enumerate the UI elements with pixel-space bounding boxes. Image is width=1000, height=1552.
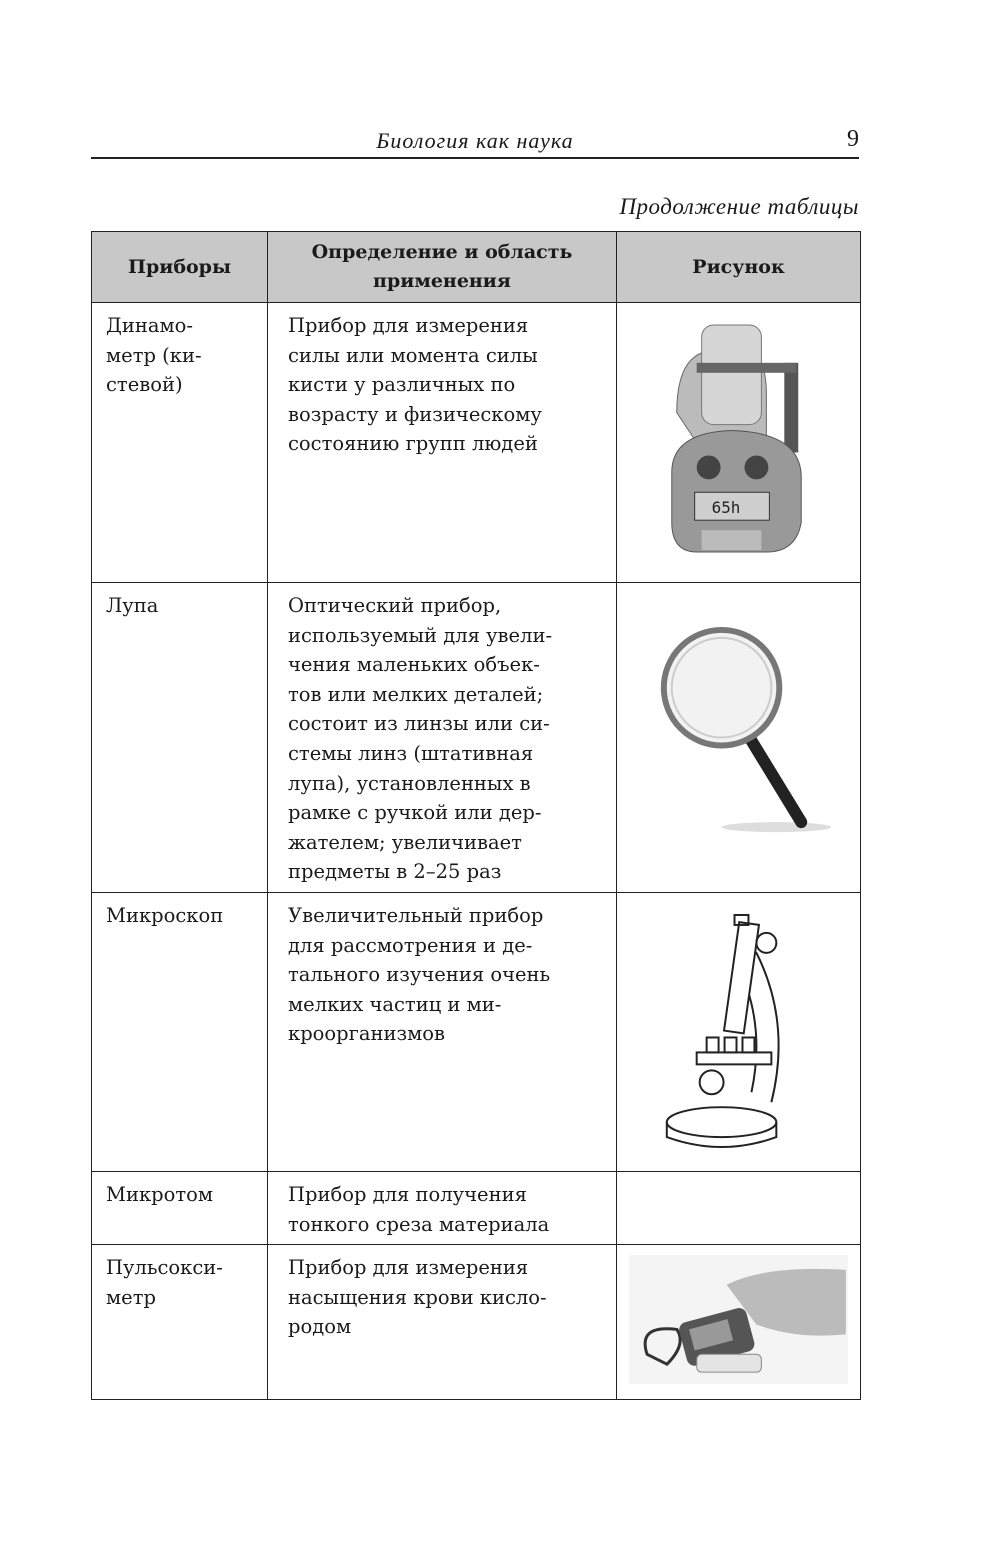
device-definition: Прибор для измерения силы или момента силы кисти у различных по возрасту и физическому состоянию групп людей bbox=[268, 303, 617, 583]
device-name: Микроскоп bbox=[92, 893, 268, 1172]
device-definition: Увеличительный прибор для рассмотрения и де- тального изучения очень мелких частиц и ми- кроорганизмов bbox=[268, 893, 617, 1172]
table-header-row bbox=[92, 232, 861, 303]
column-header-picture: Рисунок bbox=[617, 232, 861, 303]
device-definition: Прибор для получения тонкого среза материала bbox=[268, 1172, 617, 1245]
pulse-oximeter-image bbox=[617, 1245, 860, 1399]
microscope-image bbox=[617, 893, 860, 1171]
column-header-devices: Приборы bbox=[92, 232, 268, 303]
picture-cell-empty bbox=[617, 1172, 861, 1245]
table-row bbox=[92, 893, 861, 1172]
column-header-definition: Определение и область применения bbox=[268, 232, 617, 303]
page-number: 9 bbox=[847, 126, 859, 152]
running-title: Биология как наука bbox=[376, 128, 574, 153]
device-name: Пульсокси- метр bbox=[92, 1245, 268, 1400]
table-row bbox=[92, 1172, 861, 1245]
picture-cell bbox=[617, 303, 861, 583]
device-definition: Прибор для измерения насыщения крови кисло- родом bbox=[268, 1245, 617, 1400]
hand-dynamometer-image bbox=[617, 303, 860, 582]
picture-cell bbox=[617, 893, 861, 1172]
device-definition: Оптический прибор, используемый для увели- чения маленьких объек- тов или мелких деталей; состоит из линзы или си- стемы линз (штативная лупа), установленных в рамке с ручкой или дер- жателем; увеличивает предметы в 2–25 раз bbox=[268, 583, 617, 893]
table-caption: Продолжение таблицы bbox=[619, 194, 859, 219]
picture-cell bbox=[617, 583, 861, 893]
picture-cell bbox=[617, 1245, 861, 1400]
table-row bbox=[92, 1245, 861, 1400]
magnifying-glass-image bbox=[617, 583, 860, 892]
device-name: Микротом bbox=[92, 1172, 268, 1245]
table-row bbox=[92, 583, 861, 893]
device-name: Лупа bbox=[92, 583, 268, 893]
table-row bbox=[92, 303, 861, 583]
header-rule bbox=[91, 157, 859, 159]
dynamometer-display: 65h bbox=[711, 498, 741, 518]
device-name: Динамо- метр (ки- стевой) bbox=[92, 303, 268, 583]
devices-table bbox=[91, 231, 861, 1400]
